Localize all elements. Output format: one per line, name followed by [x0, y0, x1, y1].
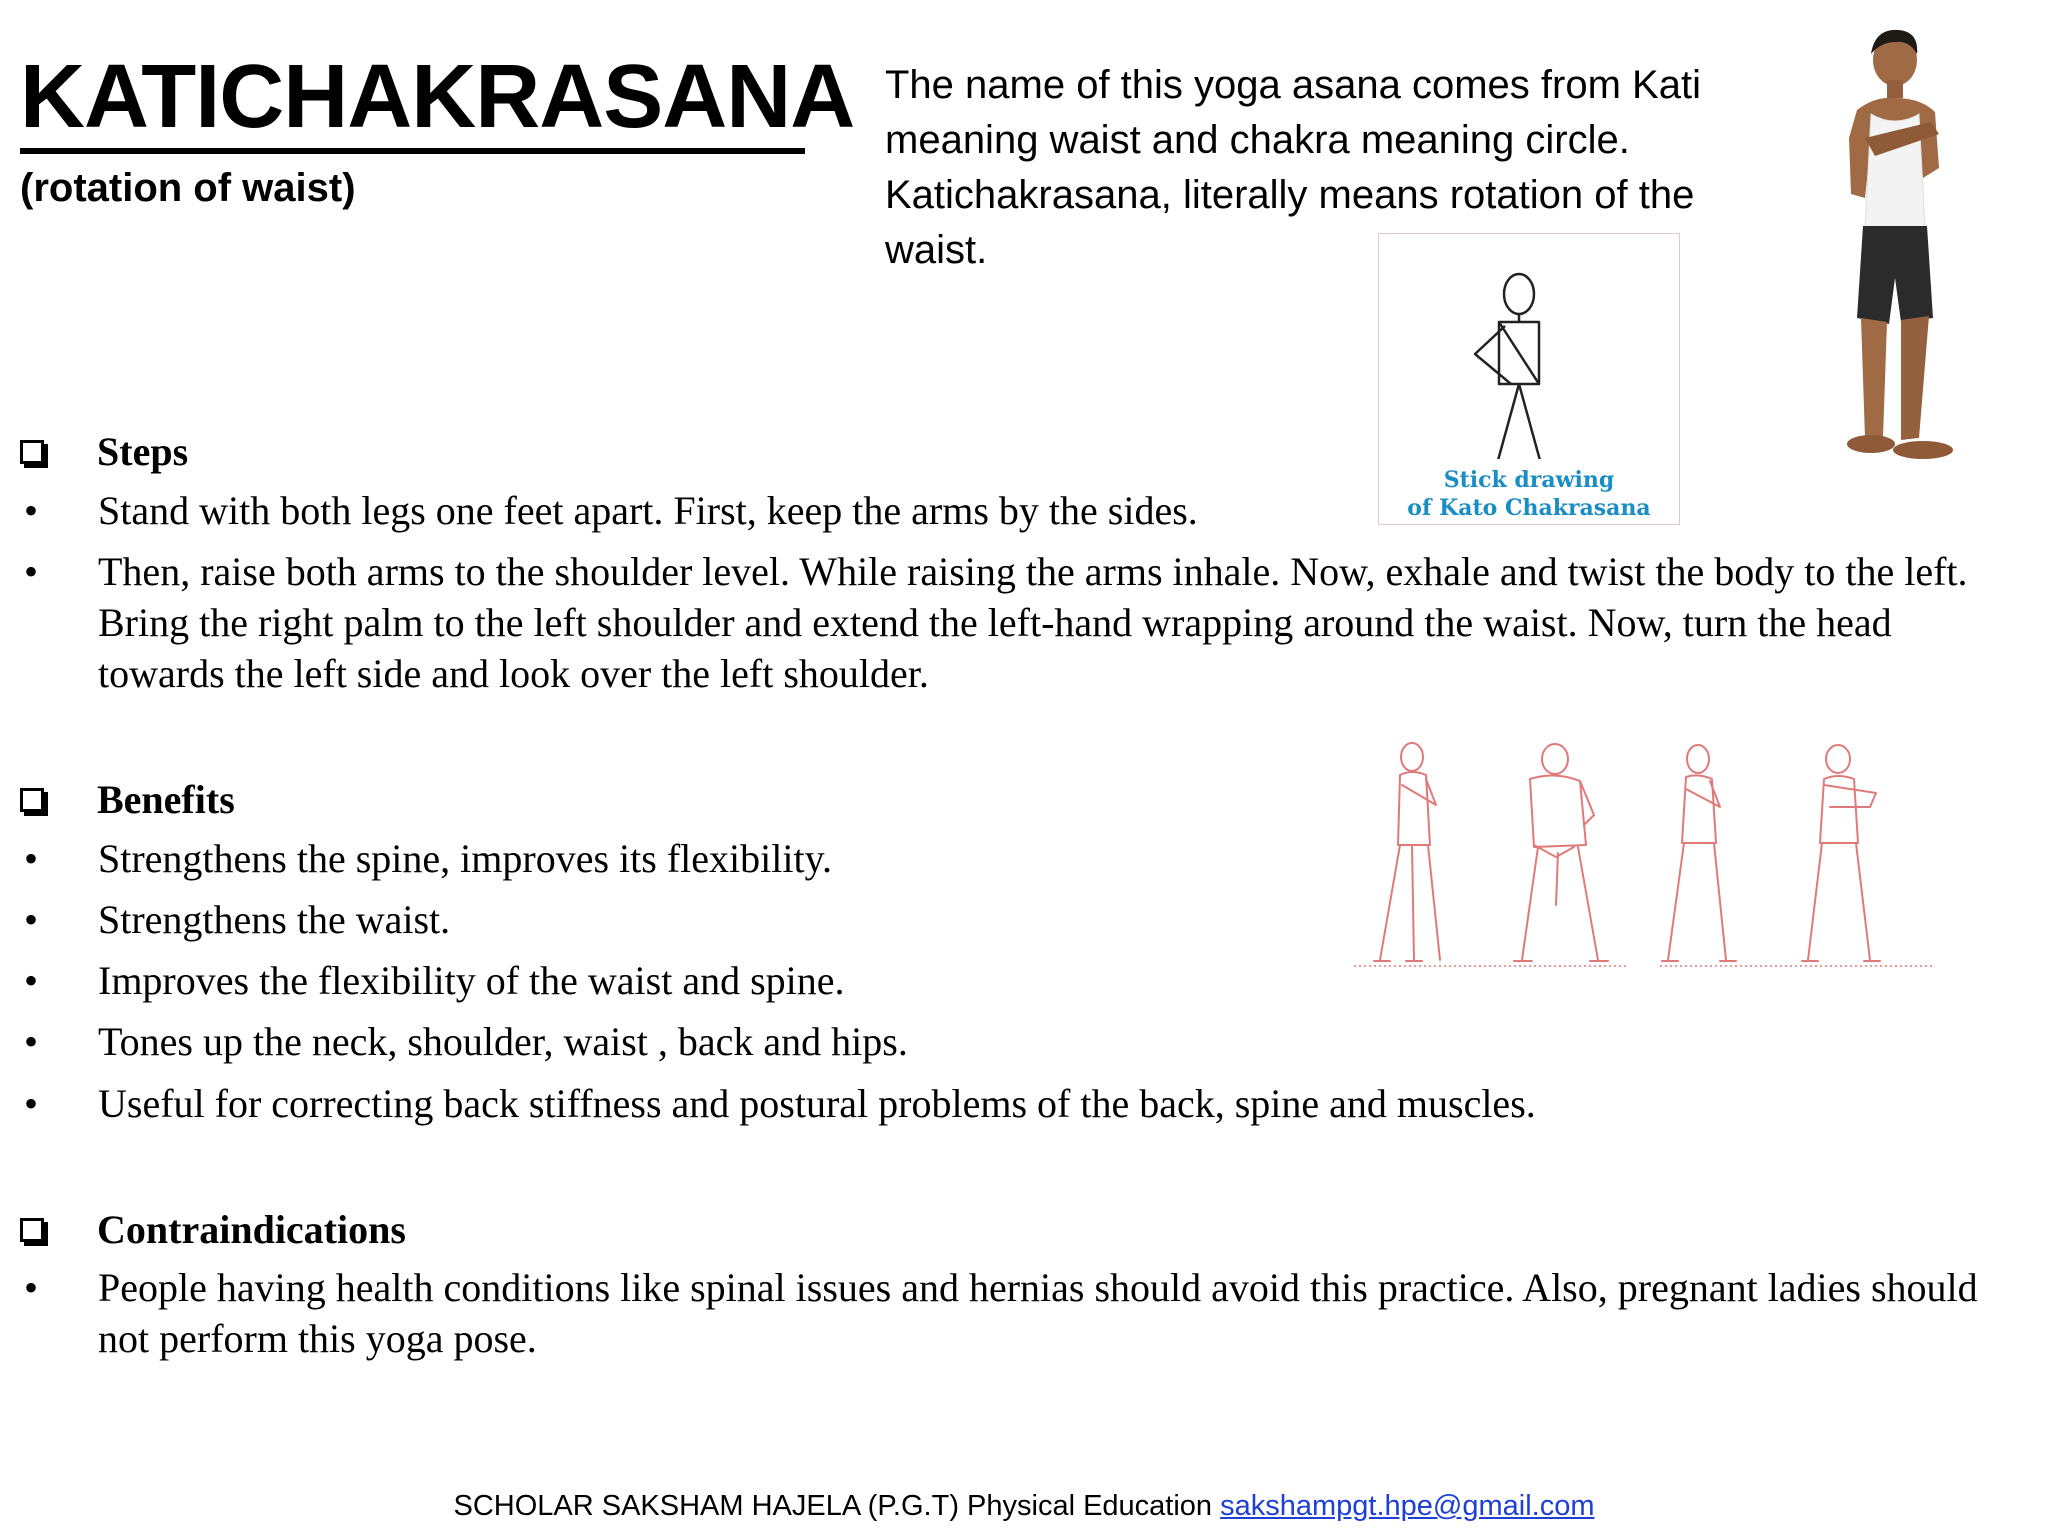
steps-section-heading [20, 428, 188, 475]
checkbox-bullet-icon [20, 440, 44, 464]
footer-credit: SCHOLAR SAKSHAM HAJELA (P.G.T) Physical Education [453, 1490, 1221, 1522]
contraindications-section-heading [20, 1206, 406, 1253]
benefits-section-heading [20, 776, 235, 823]
list-item-text: People having health conditions like spinal issues and hernias should avoid this practice. Also, pregnant ladies should not perform this yoga pose. [98, 1265, 1978, 1361]
footer-email-link[interactable]: sakshampgt.hpe@gmail.com [1220, 1490, 1595, 1522]
list-item-text: Tones up the neck, shoulder, waist , back and hips. [98, 1019, 908, 1064]
title-underline [20, 148, 805, 154]
list-item-text: Then, raise both arms to the shoulder level. While raising the arms inhale. Now, exhale and twist the body to the left. Bring the right palm to the left shoulder and extend the left-hand wrapping around the waist. Now, turn the head towards the left side and look over the left shoulder. [98, 549, 1968, 696]
list-item [20, 894, 2020, 945]
steps-heading: Steps [97, 429, 189, 474]
list-item [20, 833, 2020, 884]
list-item-text: Strengthens the waist. [98, 897, 451, 942]
list-item [20, 1016, 2020, 1067]
list-item [20, 1262, 2020, 1364]
list-item-text: Useful for correcting back stiffness and postural problems of the back, spine and muscles. [98, 1081, 1536, 1126]
contraindications-heading: Contraindications [97, 1207, 406, 1252]
list-item [20, 955, 2020, 1006]
page-subtitle: (rotation of waist) [20, 166, 356, 210]
list-item [20, 546, 2020, 699]
bullet-icon: • [24, 488, 39, 533]
bullet-icon: • [24, 1019, 39, 1064]
checkbox-bullet-icon [20, 1218, 44, 1242]
intro-paragraph: The name of this yoga asana comes from Kati meaning waist and chakra meaning circle. Katichakrasana, literally means rotation of the waist. [885, 63, 1701, 272]
bullet-icon: • [24, 1265, 39, 1310]
page-title: KATICHAKRASANA [20, 47, 855, 147]
bullet-icon: • [24, 958, 39, 1003]
list-item [20, 1078, 2020, 1129]
standing-man-photo [1835, 18, 1995, 468]
footer [0, 1490, 2048, 1523]
list-item-text: Improves the flexibility of the waist and spine. [98, 958, 845, 1003]
bullet-icon: • [24, 549, 39, 594]
caption-line-1: Stick drawing [1443, 467, 1615, 493]
stick-figure-illustration [1378, 233, 1680, 525]
bullet-icon: • [24, 897, 39, 942]
caption-line-2: of Kato Chakrasana [1407, 495, 1651, 521]
list-item [20, 485, 2020, 536]
stick-figure-icon [1379, 234, 1679, 459]
benefits-heading: Benefits [97, 777, 235, 822]
bullet-icon: • [24, 836, 39, 881]
checkbox-bullet-icon [20, 788, 44, 812]
list-item-text: Strengthens the spine, improves its flexibility. [98, 836, 832, 881]
list-item-text: Stand with both legs one feet apart. First, keep the arms by the sides. [98, 488, 1198, 533]
bullet-icon: • [24, 1081, 39, 1126]
